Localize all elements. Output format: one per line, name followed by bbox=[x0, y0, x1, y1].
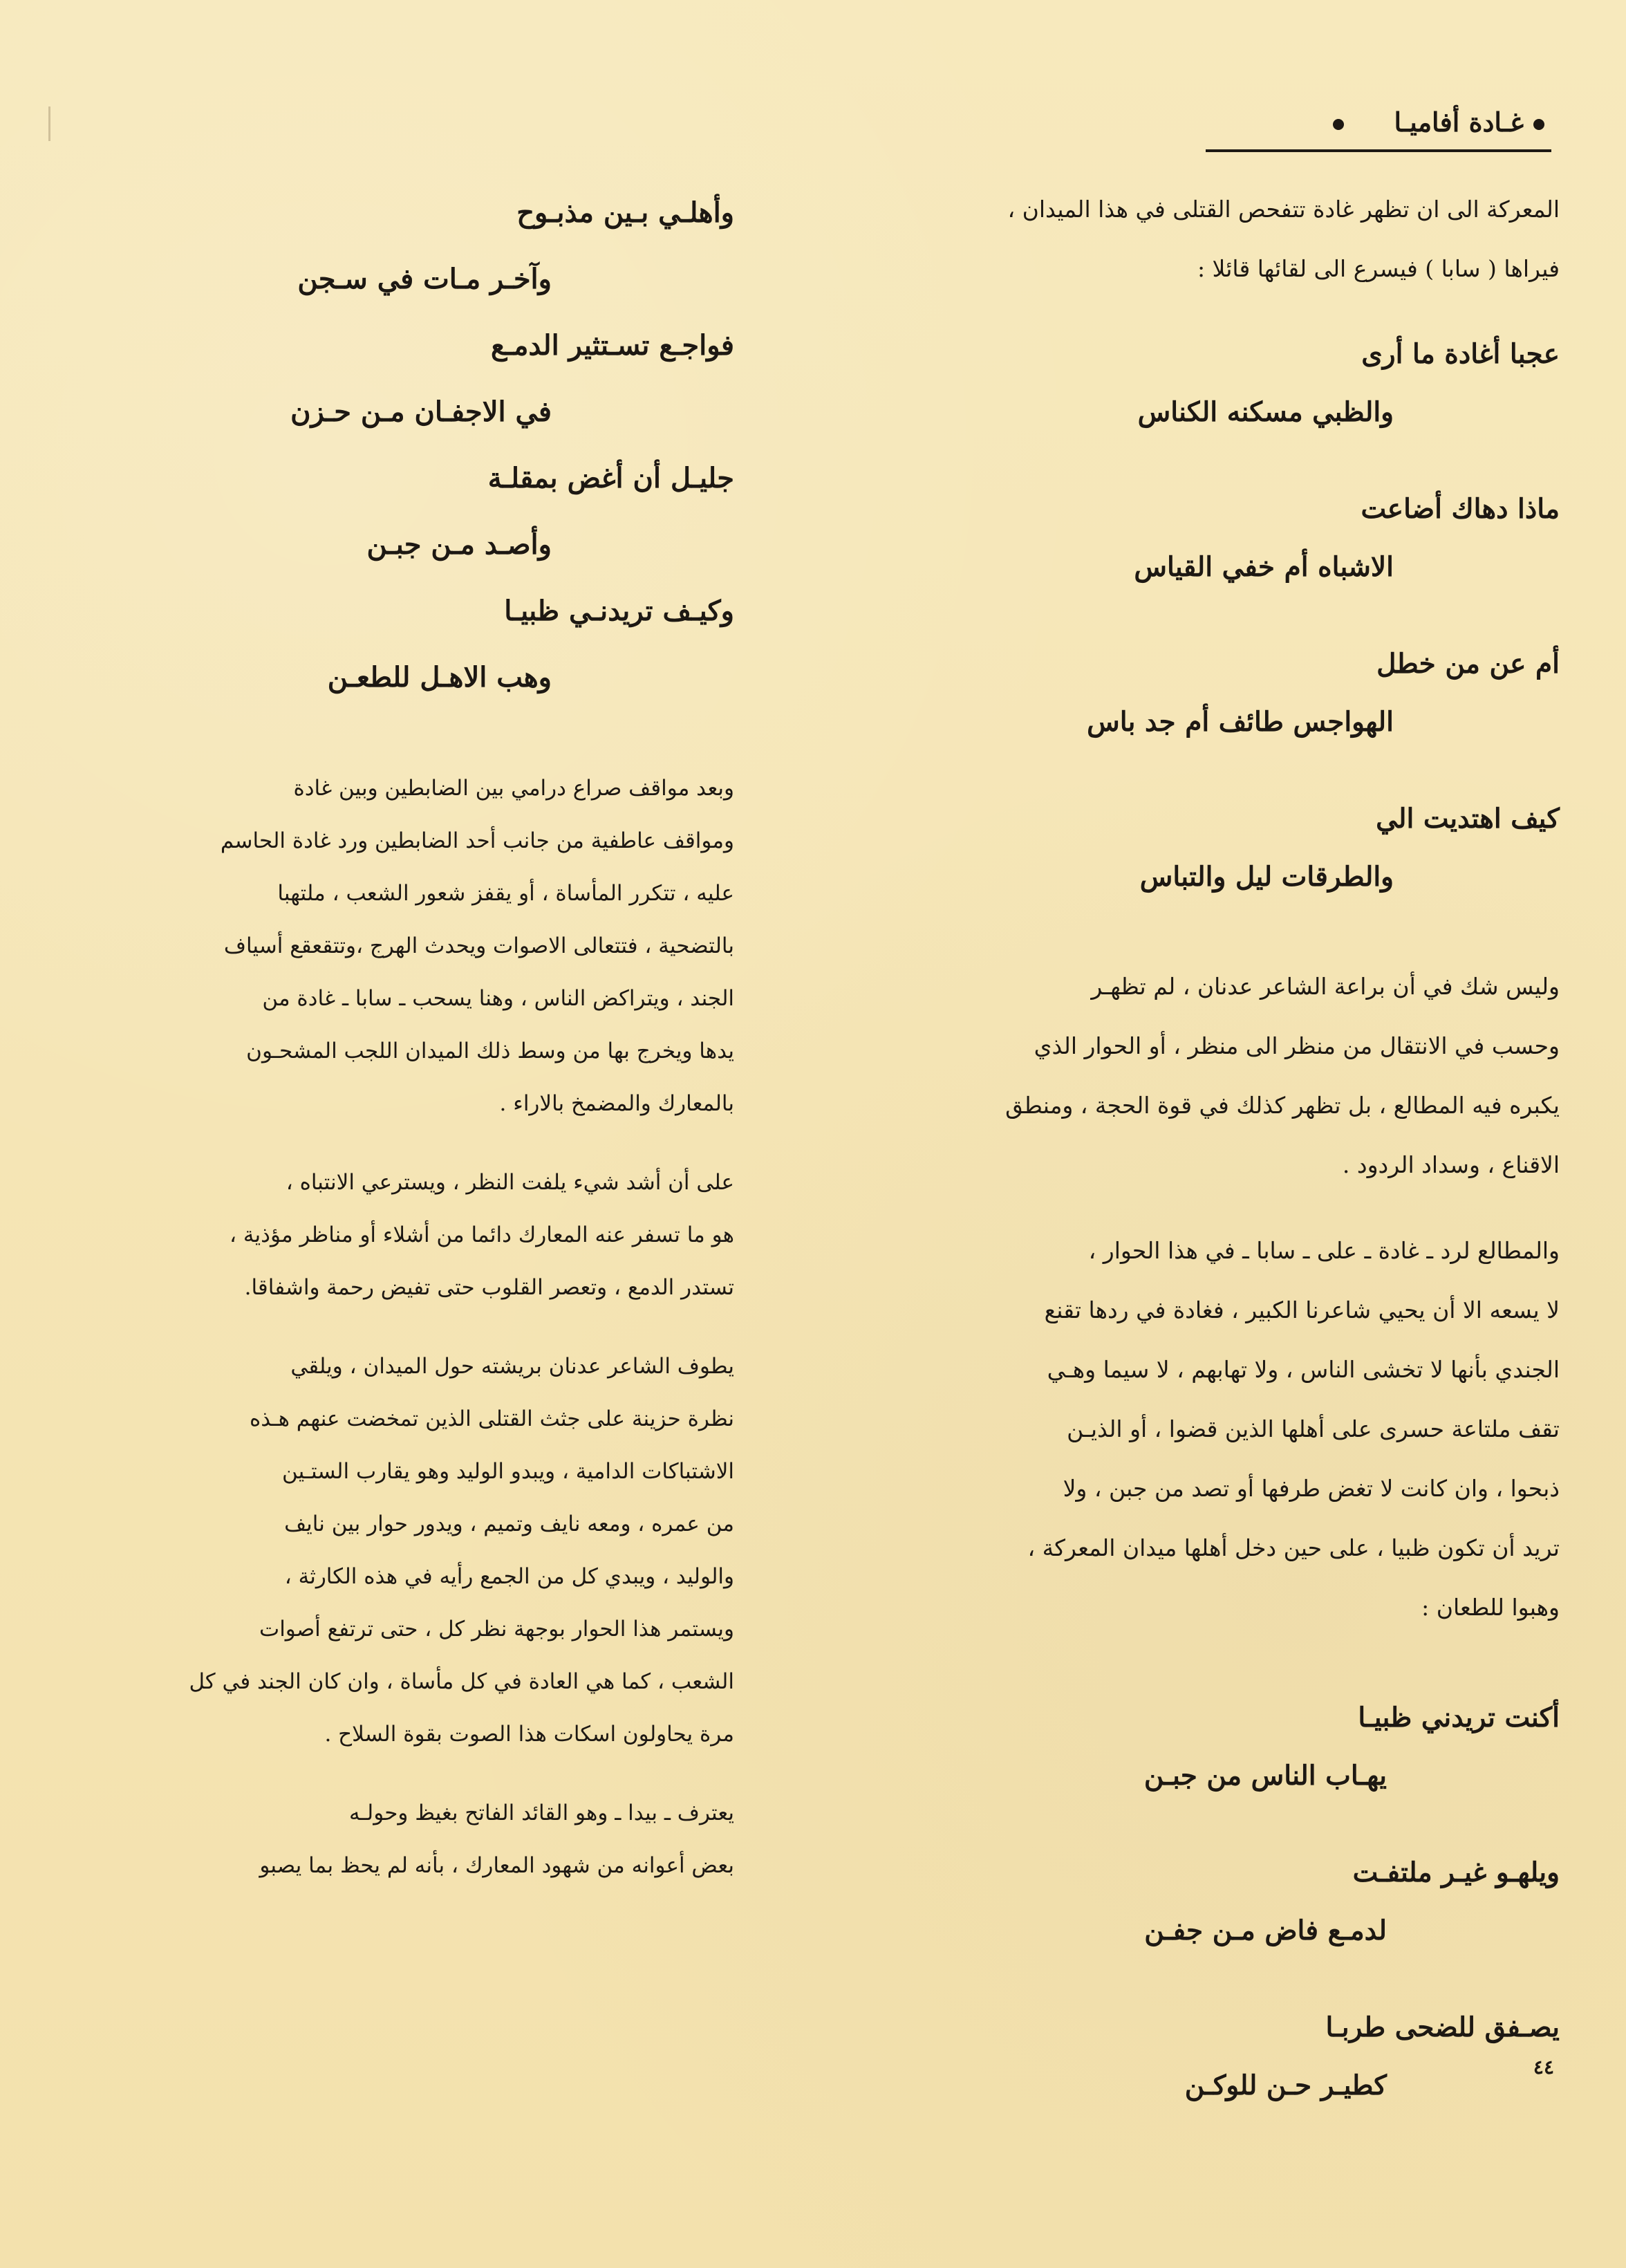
text-line: الاشتباكات الدامية ، ويبدو الوليد وهو يقارب الستـين bbox=[282, 1459, 734, 1484]
verse-line: وكيـف تريدنـي ظبيـا bbox=[504, 595, 734, 627]
left-paragraph-1 bbox=[57, 762, 734, 1130]
verse-line: يصـفق للضحى طربـا bbox=[1325, 2011, 1560, 2043]
text-line: لا يسعه الا أن يحيي شاعرنا الكبير ، فغادة في ردها تقنع bbox=[1044, 1296, 1560, 1323]
text-line: المعركة الى ان تظهر غادة تتفحص القتلى في هذا الميدان ، bbox=[1007, 196, 1560, 223]
spacer bbox=[868, 1805, 1560, 1843]
spacer bbox=[868, 751, 1560, 790]
header-bullet-left bbox=[1333, 119, 1344, 130]
verse-line: كيف اهتديت الي bbox=[1376, 803, 1560, 835]
page-number: ٤٤ bbox=[1533, 2056, 1554, 2079]
text-line: يعترف ـ بيدا ـ وهو القائد الفاتح بغيظ وحولـه bbox=[349, 1801, 734, 1825]
verse-line: وهب الاهـل للطعـن bbox=[327, 661, 552, 694]
verse-line: وآخـر مـات في سـجن bbox=[297, 263, 552, 295]
spacer bbox=[57, 1760, 734, 1787]
header-rule bbox=[1206, 149, 1551, 152]
verse-line: عجبا أغادة ما أرى bbox=[1361, 338, 1560, 370]
right-verse-group-4 bbox=[868, 790, 1560, 906]
right-bottom-verse-group-3 bbox=[868, 1998, 1560, 2114]
left-paragraph-3 bbox=[57, 1340, 734, 1760]
text-line: والوليد ، ويبدي كل من الجمع رأيه في هذه الكارثة ، bbox=[284, 1564, 734, 1589]
text-line: بعض أعوانه من شهود المعارك ، بأنه لم يحظ بما يصبو bbox=[259, 1853, 734, 1878]
text-line: عليه ، تتكرر المأساة ، أو يقفز شعور الشعب ، ملتهبا bbox=[277, 881, 734, 906]
spacer bbox=[868, 596, 1560, 635]
left-verse-group-4 bbox=[57, 578, 734, 711]
edge-mark bbox=[48, 106, 50, 141]
spacer bbox=[868, 1637, 1560, 1689]
text-line: وهبوا للطعان : bbox=[1421, 1594, 1560, 1621]
left-column bbox=[57, 180, 734, 1892]
verse-line: فواجـع تسـتثير الدمـع bbox=[490, 329, 734, 362]
spacer bbox=[868, 299, 1560, 325]
text-line: تستدر الدمع ، وتعصر القلوب حتى تفيض رحمة واشفاقا. bbox=[244, 1275, 734, 1300]
right-paragraph-2 bbox=[868, 1221, 1560, 1637]
verse-line: جليـل أن أغض بمقلـة bbox=[487, 462, 734, 494]
text-line: يطوف الشاعر عدنان بريشته حول الميدان ، ويلقي bbox=[290, 1354, 734, 1379]
text-line: وليس شك في أن براعة الشاعر عدنان ، لم تظهـر bbox=[1091, 973, 1560, 1000]
verse-line: يهـاب الناس من جبـن bbox=[1143, 1760, 1387, 1792]
spacer bbox=[868, 906, 1560, 957]
left-verse-group-1 bbox=[57, 180, 734, 313]
text-line: بالمعارك والمضمخ بالاراء . bbox=[499, 1091, 734, 1116]
left-paragraph-4 bbox=[57, 1787, 734, 1892]
verse-line: والظبي مسكنه الكناس bbox=[1137, 396, 1394, 428]
text-line: بالتضحية ، فتتعالى الاصوات ويحدث الهرج ،وتتقعقع أسياف bbox=[223, 933, 734, 958]
verse-line: ويلهـو غيـر ملتفـت bbox=[1352, 1857, 1560, 1888]
verse-line: لدمـع فاض مـن جفـن bbox=[1144, 1915, 1387, 1946]
verse-line: أم عن من خطل bbox=[1376, 648, 1560, 680]
text-line: وبعد مواقف صراع درامي بين الضابطين وبين غادة bbox=[293, 776, 734, 801]
right-verse-group-2 bbox=[868, 480, 1560, 596]
spacer bbox=[57, 1314, 734, 1340]
right-intro bbox=[868, 180, 1560, 299]
text-line: فيراها ( سابا ) فيسرع الى لقائها قائلا : bbox=[1197, 255, 1560, 282]
text-line: والمطالع لرد ـ غادة ـ على ـ سابا ـ في هذا الحوار ، bbox=[1088, 1237, 1560, 1264]
spacer bbox=[868, 441, 1560, 480]
verse-line: وأصـد مـن جبـن bbox=[366, 528, 552, 561]
right-verse-group-3 bbox=[868, 635, 1560, 751]
text-line: الجند ، ويتراكض الناس ، وهنا يسحب ـ سابا ـ غادة من bbox=[262, 986, 734, 1011]
text-line: مرة يحاولون اسكات هذا الصوت بقوة السلاح . bbox=[324, 1722, 734, 1747]
right-bottom-verse-group-1 bbox=[868, 1689, 1560, 1805]
text-line: نظرة حزينة على جثث القتلى الذين تمخضت عنهم هـذه bbox=[249, 1406, 734, 1431]
text-line: تقف ملتاعة حسرى على أهلها الذين قضوا ، أو الذيـن bbox=[1067, 1415, 1560, 1442]
right-column bbox=[868, 180, 1560, 2114]
text-line: هو ما تسفر عنه المعارك دائما من أشلاء أو مناظر مؤذية ، bbox=[230, 1223, 734, 1247]
text-line: يكبره فيه المطالع ، بل تظهر كذلك في قوة الحجة ، ومنطق bbox=[1005, 1092, 1560, 1119]
header bbox=[1192, 104, 1551, 156]
verse-line: أكنت تريدني ظبيـا bbox=[1358, 1702, 1560, 1733]
verse-line: في الاجفـان مـن حـزن bbox=[290, 396, 552, 428]
left-verse-group-3 bbox=[57, 445, 734, 578]
text-line: الاقناع ، وسداد الردود . bbox=[1342, 1151, 1560, 1178]
text-line: ذبحوا ، وان كانت لا تغض طرفها أو تصد من جبن ، ولا bbox=[1063, 1475, 1560, 1502]
text-line: ومواقف عاطفية من جانب أحد الضابطين ورد غادة الحاسم bbox=[220, 828, 734, 853]
right-paragraph-1 bbox=[868, 957, 1560, 1195]
header-title: غـادة أفاميـا bbox=[1394, 106, 1524, 138]
verse-line: الاشباه أم خفي القياس bbox=[1134, 551, 1394, 583]
right-bottom-verse-group-2 bbox=[868, 1843, 1560, 1960]
verse-line: كطيـر حـن للوكـن bbox=[1184, 2070, 1387, 2101]
spacer bbox=[57, 711, 734, 762]
spacer bbox=[868, 1195, 1560, 1221]
verse-line: الهواجس طائف أم جد باس bbox=[1087, 706, 1394, 738]
spacer bbox=[57, 1130, 734, 1156]
text-line: الشعب ، كما هي العادة في كل مأساة ، وان كان الجند في كل bbox=[189, 1669, 734, 1694]
text-line: تريد أن تكون ظبيا ، على حين دخل أهلها ميدان المعركة ، bbox=[1027, 1534, 1560, 1561]
text-line: من عمره ، ومعه نايف وتميم ، ويدور حوار بين نايف bbox=[284, 1512, 734, 1536]
text-line: يدها ويخرج بها من وسط ذلك الميدان اللجب المشحـون bbox=[246, 1039, 734, 1063]
right-verse-group-1 bbox=[868, 325, 1560, 441]
left-paragraph-2 bbox=[57, 1156, 734, 1314]
verse-line: وأهلـي بـين مذبـوح bbox=[516, 196, 734, 229]
text-line: على أن أشد شيء يلفت النظر ، ويسترعي الانتباه ، bbox=[286, 1170, 734, 1195]
text-line: الجندي بأنها لا تخشى الناس ، ولا تهابهم ، لا سيما وهـي bbox=[1047, 1356, 1560, 1383]
header-bullet-right bbox=[1533, 119, 1544, 130]
verse-line: والطرقات ليل والتباس bbox=[1139, 861, 1394, 893]
verse-line: ماذا دهاك أضاعت bbox=[1361, 493, 1560, 525]
spacer bbox=[868, 1960, 1560, 1998]
text-line: ويستمر هذا الحوار بوجهة نظر كل ، حتى ترتفع أصوات bbox=[259, 1617, 734, 1642]
text-line: وحسب في الانتقال من منظر الى منظر ، أو الحوار الذي bbox=[1034, 1032, 1560, 1059]
left-verse-group-2 bbox=[57, 313, 734, 445]
